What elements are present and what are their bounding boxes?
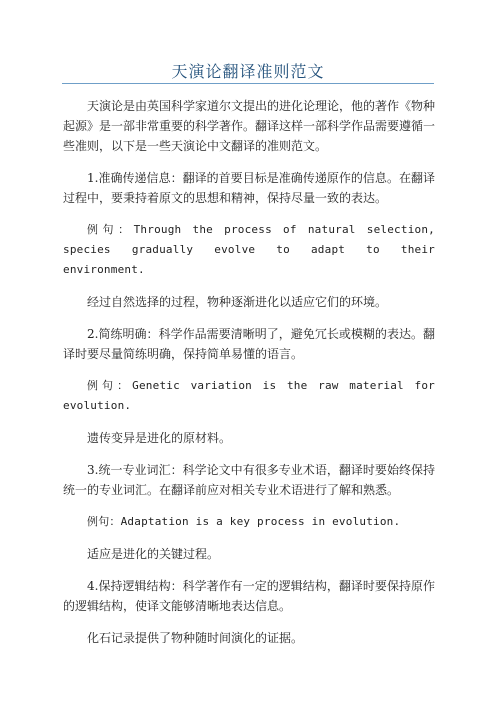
example-3-chinese: 适应是进化的关键过程。 [87,547,220,561]
rule-4-paragraph: 4.保持逻辑结构：科学著作有一定的逻辑结构，翻译时要保持原作的逻辑结构，使译文能够清晰地表达信息。 [63,579,435,613]
rule-1-paragraph: 1.准确传递信息：翻译的首要目标是准确传递原作的信息。在翻译过程中，要秉持着原文的思想和精神，保持尽量一致的表达。 [63,171,435,205]
page-title: 天演论翻译准则范文 [171,62,325,81]
example-1-chinese: 经过自然选择的过程，物种逐渐进化以适应它们的环境。 [87,295,388,309]
example-3-english: 例句：Adaptation is a key process in evolution. [87,515,401,528]
example-2-chinese: 遗传变异是进化的原材料。 [87,431,232,445]
document-body [63,96,435,660]
title-underline [62,83,434,84]
rule-3-paragraph: 3.统一专业词汇：科学论文中有很多专业术语，翻译时要始终保持统一的专业词汇。在翻译前应对相关专业术语进行了解和熟悉。 [63,463,435,497]
example-1-english: 例句：Through the process of natural selection, species gradually evolve to adapt to their environment. [63,223,435,276]
rule-2-paragraph: 2.简练明确：科学作品需要清晰明了，避免冗长或模糊的表达。翻译时要尽量简练明确，保持简单易懂的语言。 [63,327,435,361]
intro-paragraph: 天演论是由英国科学家道尔文提出的进化论理论，他的著作《物种起源》是一部非常重要的科学著作。翻译这样一部科学作品需要遵循一些准则，以下是一些天演论中文翻译的准则范文。 [63,99,436,153]
example-4-chinese: 化石记录提供了物种随时间演化的证据。 [87,631,304,645]
example-2-english: 例句：Genetic variation is the raw material for evolution. [63,379,435,412]
